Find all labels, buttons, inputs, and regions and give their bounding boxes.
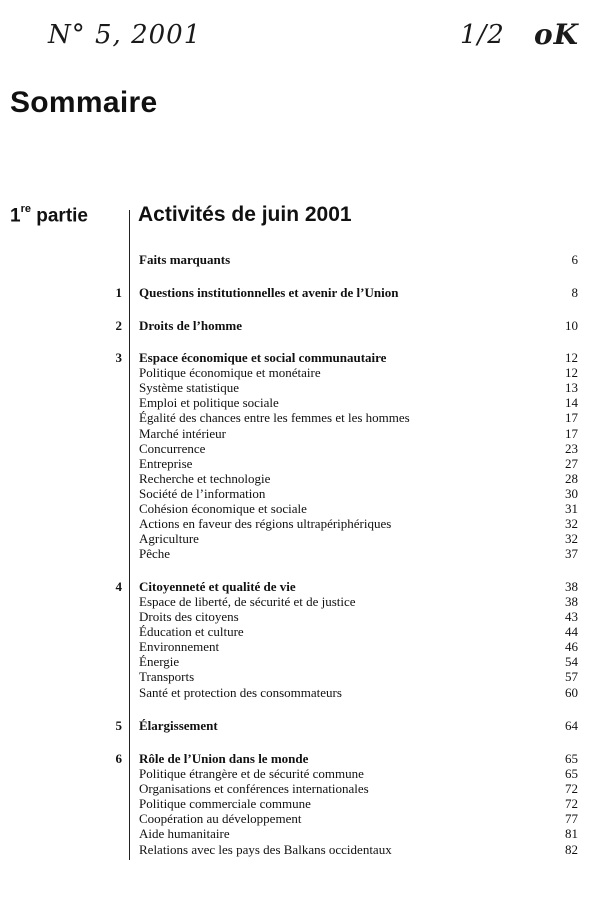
toc-page-number: 10: [565, 318, 578, 333]
toc-entry-label: Espace économique et social communautaire: [139, 350, 387, 365]
toc-section-number: 1: [115, 285, 122, 300]
toc-section-number: 2: [115, 318, 122, 333]
toc-page-number: 37: [565, 546, 578, 561]
toc-page-number: 13: [565, 380, 578, 395]
toc-page-number: 17: [565, 410, 578, 425]
toc-entry-row: [0, 609, 597, 624]
toc-page-number: 27: [565, 456, 578, 471]
toc-entry-row: [0, 441, 597, 456]
toc-page-number: 32: [565, 516, 578, 531]
part-label: [10, 205, 88, 227]
toc-entry-label: Aide humanitaire: [139, 826, 230, 841]
toc-page-number: 81: [565, 826, 578, 841]
toc-page-number: 17: [565, 426, 578, 441]
toc-section-row: [0, 718, 597, 733]
toc-section-number: 6: [115, 751, 122, 766]
toc-section-number: 3: [115, 350, 122, 365]
toc-entry-label: Éducation et culture: [139, 624, 244, 639]
handwritten-ok-note: oK: [534, 18, 580, 51]
toc-page-number: 60: [565, 685, 578, 700]
toc-entry-row: [0, 365, 597, 380]
toc-entry-label: Politique commerciale commune: [139, 796, 311, 811]
toc-entry-label: Coopération au développement: [139, 811, 302, 826]
toc-page-number: 65: [565, 751, 578, 766]
toc-entry-row: [0, 639, 597, 654]
toc-entry-label: Cohésion économique et sociale: [139, 501, 307, 516]
toc-page-number: 65: [565, 766, 578, 781]
toc-entry-label: Société de l’information: [139, 486, 266, 501]
toc-entry-row: [0, 654, 597, 669]
toc-entry-label: Concurrence: [139, 441, 206, 456]
part-label-number: 1: [10, 205, 21, 227]
toc-entry-row: [0, 594, 597, 609]
toc-entry-row: [0, 811, 597, 826]
toc-entry-label: Égalité des chances entre les femmes et les hommes: [139, 410, 410, 425]
toc-section-row: [0, 751, 597, 766]
toc-entry-row: [0, 380, 597, 395]
toc-page-number: 30: [565, 486, 578, 501]
toc-entry-row: [0, 426, 597, 441]
toc-entry-row: [0, 486, 597, 501]
toc-entry-row: [0, 410, 597, 425]
handwritten-issue-note: N° 5, 2001: [48, 20, 202, 50]
toc-page-number: 72: [565, 796, 578, 811]
toc-page-number: 46: [565, 639, 578, 654]
toc-page-number: 57: [565, 669, 578, 684]
part-label-word: partie: [30, 205, 89, 227]
toc-entry-label: Pêche: [139, 546, 171, 561]
toc-page-number: 12: [565, 350, 578, 365]
toc-entry-label: Politique étrangère et de sécurité commune: [139, 766, 364, 781]
toc-page-number: 38: [565, 579, 578, 594]
toc-page-number: 31: [565, 501, 578, 516]
toc-section-row: [0, 350, 597, 365]
toc-entry-label: Politique économique et monétaire: [139, 365, 321, 380]
toc-entry-label: Environnement: [139, 639, 220, 654]
toc-entry-row: [0, 766, 597, 781]
part-title: Activités de juin 2001: [138, 203, 352, 226]
toc-entry-label: Droits de l’homme: [139, 318, 243, 333]
toc-entry-label: Entreprise: [139, 456, 193, 471]
part-label-superscript: re: [20, 203, 31, 215]
toc-entry-row: [0, 531, 597, 546]
toc-entry-row: [0, 395, 597, 410]
toc-entry-label: Agriculture: [139, 531, 199, 546]
toc-section-number: 4: [115, 579, 122, 594]
toc-page-number: 44: [565, 624, 578, 639]
toc-page-number: 64: [565, 718, 578, 733]
toc-page-number: 72: [565, 781, 578, 796]
page-title: Sommaire: [10, 86, 158, 119]
toc-entry-label: Rôle de l’Union dans le monde: [139, 751, 309, 766]
toc-page-number: 43: [565, 609, 578, 624]
toc-page-number: 6: [571, 252, 578, 267]
toc-page-number: 77: [565, 811, 578, 826]
toc-entry-label: Droits des citoyens: [139, 609, 239, 624]
toc-page-number: 28: [565, 471, 578, 486]
toc-entry-label: Transports: [139, 669, 195, 684]
toc-entry-row: [0, 685, 597, 700]
toc-entry-row: [0, 842, 597, 857]
toc-section-row: [0, 285, 597, 300]
toc-page-number: 23: [565, 441, 578, 456]
toc-entry-label: Faits marquants: [139, 252, 231, 267]
toc-entry-label: Système statistique: [139, 380, 240, 395]
toc-entry-row: [0, 796, 597, 811]
toc-entry-label: Questions institutionnelles et avenir de l’Union: [139, 285, 399, 300]
toc-section-number: 5: [115, 718, 122, 733]
toc-entry-row: [0, 516, 597, 531]
toc-entry-row: [0, 781, 597, 796]
toc-entry-label: Citoyenneté et qualité de vie: [139, 579, 296, 594]
handwritten-fraction-note: 1/2: [460, 20, 505, 50]
toc-entry-label: Énergie: [139, 654, 180, 669]
toc-page-number: 12: [565, 365, 578, 380]
toc-entry-row: [0, 546, 597, 561]
toc-entry-row: [0, 624, 597, 639]
toc-entry-label: Marché intérieur: [139, 426, 226, 441]
toc-entry-label: Santé et protection des consommateurs: [139, 685, 342, 700]
toc-section-row: [0, 579, 597, 594]
toc-entry-row: [0, 501, 597, 516]
toc-entry-label: Actions en faveur des régions ultrapériphériques: [139, 516, 392, 531]
toc-entry-row: [0, 826, 597, 841]
toc-entry-label: Organisations et conférences internationales: [139, 781, 369, 796]
toc-entry-label: Emploi et politique sociale: [139, 395, 279, 410]
toc-page-number: 54: [565, 654, 578, 669]
toc-page-number: 32: [565, 531, 578, 546]
toc-page-number: 38: [565, 594, 578, 609]
toc-entry-label: Relations avec les pays des Balkans occidentaux: [139, 842, 392, 857]
toc-entry-row: [0, 456, 597, 471]
toc-page-number: 14: [565, 395, 578, 410]
toc-entry-label: Recherche et technologie: [139, 471, 271, 486]
toc-page-number: 82: [565, 842, 578, 857]
toc-entry-label: Espace de liberté, de sécurité et de justice: [139, 594, 356, 609]
toc-section-row: [0, 318, 597, 333]
toc-entry-row: [0, 471, 597, 486]
toc-page-number: 8: [571, 285, 578, 300]
toc-section-row: [0, 252, 597, 267]
toc-entry-row: [0, 669, 597, 684]
toc-entry-label: Élargissement: [139, 718, 218, 733]
